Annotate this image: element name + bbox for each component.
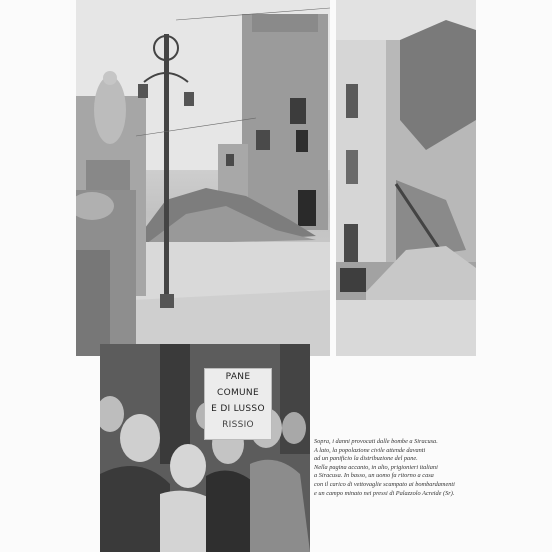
- sign-line-2: E DI LUSSO: [211, 404, 265, 414]
- caption-line: e un campo minato nei pressi di Palazzolo Acreide (Sr).: [314, 489, 455, 497]
- photo-bombed-street: [76, 0, 330, 356]
- caption-line: con il carico di vettovaglie scampato ai bombardamenti: [314, 480, 455, 488]
- caption-line: Nella pagina accanto, in alto, prigionieri italiani: [314, 463, 438, 471]
- photo-caption: [314, 438, 486, 498]
- bakery-sign: [204, 368, 272, 440]
- caption-line: Sopra, i danni provocati dalle bombe a Siracusa.: [314, 438, 438, 445]
- photo-damaged-building-image: [336, 0, 476, 356]
- sign-line-1: PANE COMUNE: [217, 372, 259, 398]
- caption-line: ad un panificio la distribuzione del pane.: [314, 455, 418, 463]
- caption-line: a Siracusa. In basso, un uomo fa ritorno a casa: [314, 472, 434, 480]
- caption-line: A lato, la popolazione civile attende davanti: [314, 446, 426, 454]
- sign-line-3: RISSIO: [222, 420, 254, 430]
- photo-bombed-street-image: [76, 0, 330, 356]
- photo-damaged-building: [336, 0, 476, 356]
- photo-bakery-crowd: [100, 344, 310, 552]
